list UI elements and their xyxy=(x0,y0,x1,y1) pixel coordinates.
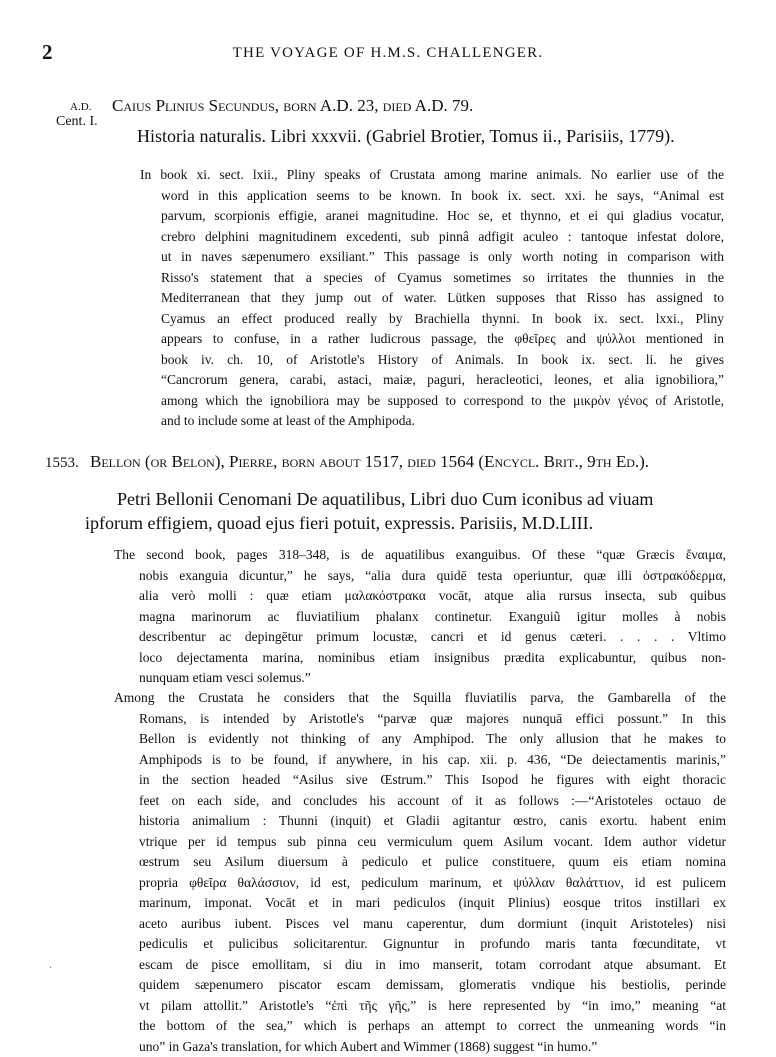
text-line: uno” in Gaza's translation, for which Aubert and Wimmer (1868) suggest “in humo.” xyxy=(114,1037,726,1057)
entry1-heading: Caius Plinius Secundus, born A.D. 23, died A.D. 79. xyxy=(112,96,473,116)
text-line: Romans, is intended by Aristotle's “parvæ quæ majores nunquā effici possunt.” In this xyxy=(114,709,726,730)
text-line: among which the ignobiliora may be supposed to correspond to the μικρὸν γένος of Aristotle, xyxy=(140,391,724,412)
text-line: and to include some at least of the Amphipoda. xyxy=(140,411,724,432)
text-line: ut in naves sæpenumero exsiliant.” This passage is only worth noting in comparison with xyxy=(140,247,724,268)
text-line: Among the Crustata he considers that the Squilla fluviatilis parva, the Gambarella of the xyxy=(114,688,726,709)
entry1-paragraph xyxy=(140,165,724,432)
page-number: 2 xyxy=(42,40,53,65)
text-line: vt pilam attollit.” Aristotle's “ἐπὶ τῆς γῆς,” is here represented by “in imo,” meaning “at xyxy=(114,996,726,1017)
entry1-title: Historia naturalis. Libri xxxvii. (Gabriel Brotier, Tomus ii., Parisiis, 1779). xyxy=(137,126,675,147)
text-line: feet on each side, and concludes his account of it as follows :—“Aristoteles octauo de xyxy=(114,791,726,812)
margin-speck: · xyxy=(49,963,52,974)
text-line: alia verò molli : quæ etiam μαλακόστρακα vocāt, atque alia rursus insecta, sub quibus xyxy=(114,586,726,607)
text-line: word in this application seems to be known. In book ix. sect. xxi. he says, “Animal est xyxy=(140,186,724,207)
entry2-paragraph-2 xyxy=(114,688,726,1057)
text-line: Risso's statement that a species of Cyamus sometimes so irritates the thunnies in the xyxy=(140,268,724,289)
text-line: escam de pisce emollitam, si diu in imo manserit, totam corrodant atque absumant. Et xyxy=(114,955,726,976)
entry1-margin-date: A.D. xyxy=(70,101,91,113)
entry2-year: 1553. xyxy=(45,455,79,472)
entry2-title xyxy=(85,487,725,535)
entry2-heading: Bellon (or Belon), Pierre, born about 1517, died 1564 (Encycl. Brit., 9th Ed.). xyxy=(90,452,649,472)
text-line: In book xi. sect. lxii., Pliny speaks of Crustata among marine animals. No earlier use of the xyxy=(140,165,724,186)
text-line: parvum, scorpionis effigie, aranei magnitudine. Hoc se, et thynno, et ei qui gladius vocatur, xyxy=(140,206,724,227)
entry1-margin-century: Cent. I. xyxy=(56,114,98,130)
text-line: œstrum seu Asilum diuersum à pediculo et pulice constituere, quum eis etiam nomina xyxy=(114,852,726,873)
text-line: describentur ac depingētur primum locustæ, cancri et id genus cæteri. . . . . Vltimo xyxy=(114,627,726,648)
text-line: marinum, imponat. Vocāt et in mari pediculos (inquit Plinius) eosque tritos instillari ex xyxy=(114,893,726,914)
text-line: nunquam etiam vesci solemus.” xyxy=(114,668,726,689)
text-line: Cyamus an effect produced really by Brachiella thynni. In book ix. sect. lxxi., Pliny xyxy=(140,309,724,330)
text-line: aceto auribus iubent. Pisces vel manu caperentur, dum dormiunt (inquit Aristoteles) nisi xyxy=(114,914,726,935)
text-line: pediculis et pulicibus solicitarentur. Gignuntur in profundo maris tanta fœcunditate, vt xyxy=(114,934,726,955)
text-line: magna marinorum ac fluviatilium phalanx continetur. Exanguiũ igitur molles à nobis xyxy=(114,607,726,628)
text-line: nobis exanguia dicuntur,” he says, “alia dura quidē testa operiuntur, quæ illi ὀστρακόδερμα, xyxy=(114,566,726,587)
text-line: book iv. ch. 10, of Aristotle's History of Animals. In book ix. sect. li. he gives xyxy=(140,350,724,371)
text-line: The second book, pages 318–348, is de aquatilibus exanguibus. Of these “quæ Græcis ἔναιμα, xyxy=(114,545,726,566)
title-line: ipforum effigiem, quoad ejus fieri potuit, expressis. Parisiis, M.D.LIII. xyxy=(85,511,725,535)
text-line: Amphipods is to be found, if anywhere, in his cap. xii. p. 436, “De deiectamentis marinis,” xyxy=(114,750,726,771)
text-line: in the section headed “Asilus sive Œstrum.” This Isopod he figures with eight thoracic xyxy=(114,770,726,791)
text-line: appears to confuse, in a rather ludicrous passage, the φθεῖρες and ψύλλοι mentioned in xyxy=(140,329,724,350)
title-line: Petri Bellonii Cenomani De aquatilibus, Libri duo Cum iconibus ad viuam xyxy=(85,487,725,511)
text-line: propria φθεῖρα θαλάσσιον, id est, pediculum marinum, et ψύλλαν θαλάττιον, id est pulicem xyxy=(114,873,726,894)
text-line: Mediterranean that they jump out of water. Lütken supposes that Risso has assigned to xyxy=(140,288,724,309)
text-line: loco dejectamenta marina, nominibus etiam insignibus prædita explicabuntur, quibus non- xyxy=(114,648,726,669)
text-line: vtrique per id tempus sub pinna ceu vermiculum quem Asilum vocant. Idem author videtur xyxy=(114,832,726,853)
text-line: historia animalium : Thunni (inquit) et Gladii agitantur œstro, canis exortu. habent enim xyxy=(114,811,726,832)
text-line: Bellon is evidently not thinking of any Amphipod. The only allusion that he makes to xyxy=(114,729,726,750)
text-line: the bottom of the sea,” which is perhaps an attempt to correct the unmeaning words “in xyxy=(114,1016,726,1037)
text-line: quidem sæpenumero piscator escam demissam, glomeratis vndique his bestiolis, perinde xyxy=(114,975,726,996)
entry2-paragraph-1 xyxy=(114,545,726,689)
running-title: THE VOYAGE OF H.M.S. CHALLENGER. xyxy=(0,45,776,62)
text-line: crebro delphini magnitudinem excedenti, sub pinnâ adfigit aculeo : tantoque infestat dolore, xyxy=(140,227,724,248)
text-line: “Cancrorum genera, carabi, astaci, maiæ, paguri, heracleotici, leones, et alia ignobiliora,” xyxy=(140,370,724,391)
